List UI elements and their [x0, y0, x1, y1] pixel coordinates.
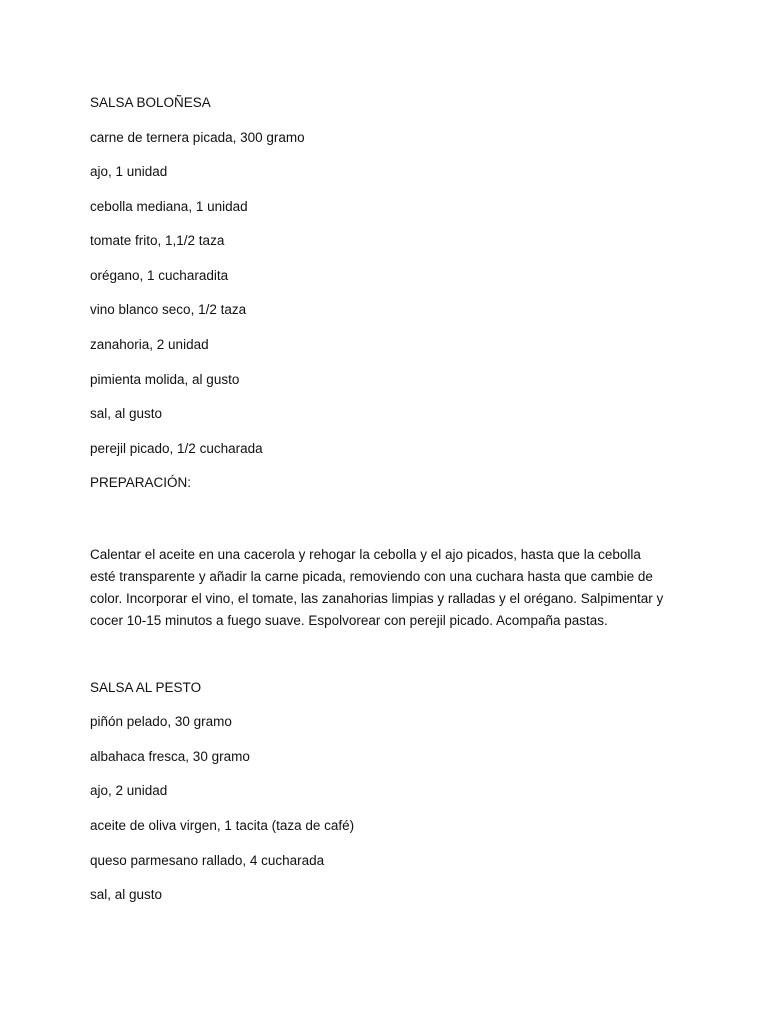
recipe-title-pesto: SALSA AL PESTO [90, 680, 202, 695]
ingredient-item: tomate frito, 1,1/2 taza [90, 233, 225, 248]
ingredient-item: cebolla mediana, 1 unidad [90, 199, 248, 214]
ingredient-item: ajo, 2 unidad [90, 783, 168, 798]
ingredient-item: zanahoria, 2 unidad [90, 337, 209, 352]
ingredient-item: orégano, 1 cucharadita [90, 268, 229, 283]
ingredient-item: sal, al gusto [90, 887, 163, 902]
ingredient-item: piñón pelado, 30 gramo [90, 714, 232, 729]
preparation-line: cocer 10-15 minutos a fuego suave. Espolvorear con perejil picado. Acompaña pastas. [90, 613, 608, 628]
recipe-title-bolonesa: SALSA BOLOÑESA [90, 95, 211, 110]
ingredient-item: queso parmesano rallado, 4 cucharada [90, 853, 325, 868]
preparation-line: color. Incorporar el vino, el tomate, las zanahorias limpias y ralladas y el orégano. Salpimentar y [90, 591, 664, 606]
ingredient-item: perejil picado, 1/2 cucharada [90, 441, 263, 456]
ingredient-item: aceite de oliva virgen, 1 tacita (taza de café) [90, 818, 355, 833]
ingredient-item: vino blanco seco, 1/2 taza [90, 302, 247, 317]
ingredient-item: ajo, 1 unidad [90, 164, 168, 179]
ingredient-item: carne de ternera picada, 300 gramo [90, 130, 305, 145]
preparation-line: esté transparente y añadir la carne picada, removiendo con una cuchara hasta que cambie de [90, 569, 653, 584]
preparation-line: Calentar el aceite en una cacerola y rehogar la cebolla y el ajo picados, hasta que la cebolla [90, 547, 641, 562]
ingredient-item: pimienta molida, al gusto [90, 372, 240, 387]
preparation-paragraph [90, 544, 690, 632]
ingredient-item: albahaca fresca, 30 gramo [90, 749, 250, 764]
ingredient-item: sal, al gusto [90, 406, 163, 421]
preparation-heading: PREPARACIÓN: [90, 475, 192, 490]
